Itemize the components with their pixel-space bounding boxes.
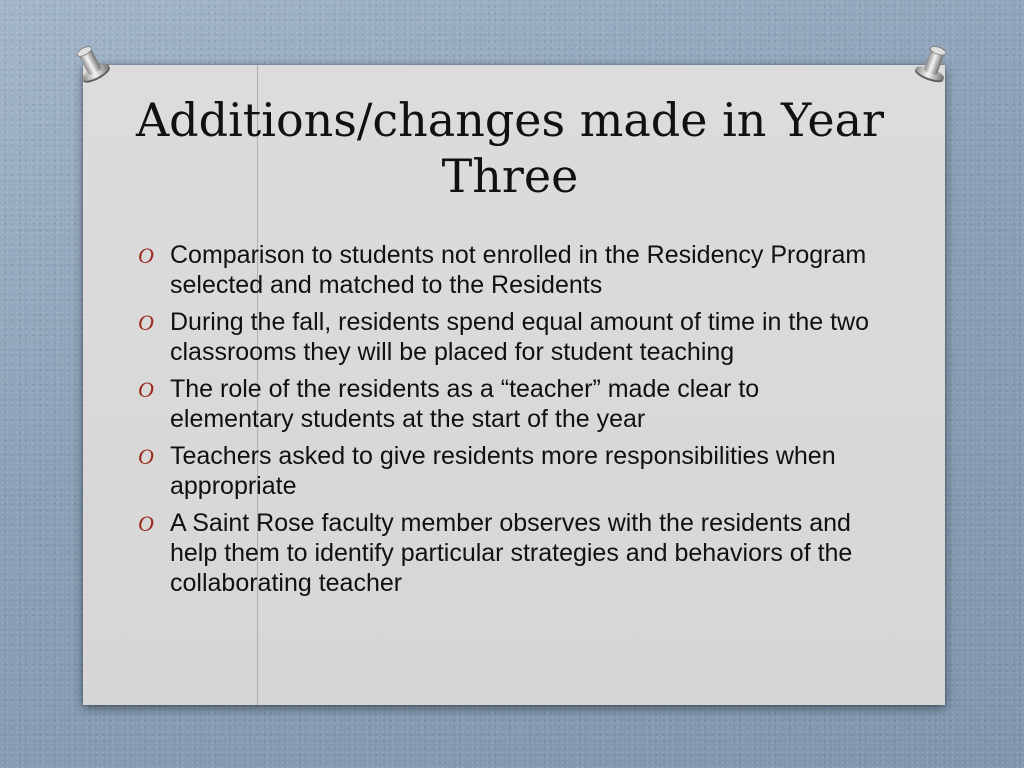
bullet-text-emphasis: observes with the residents xyxy=(499,509,803,537)
bullet-marker-icon: O xyxy=(138,511,154,536)
bullet-item xyxy=(138,441,878,501)
bullet-item xyxy=(138,240,878,300)
bullet-item xyxy=(138,307,878,367)
bullet-text-after: and help them to identify particular strategies and behaviors of the collaborating teacher xyxy=(170,509,853,597)
bullet-list xyxy=(138,240,878,605)
bullet-marker-icon: O xyxy=(138,444,154,469)
thumbtack-icon xyxy=(70,40,110,84)
bullet-text xyxy=(170,509,852,597)
bullet-item xyxy=(138,374,878,434)
bullet-marker-icon: O xyxy=(138,377,154,402)
slide-title: Additions/changes made in Year Three xyxy=(135,93,885,203)
bullet-marker-icon: O xyxy=(138,310,154,335)
bullet-text: The role of the residents as a “teacher” made clear to elementary students at the start of the year xyxy=(170,375,760,433)
bullet-marker-icon: O xyxy=(138,243,154,268)
bullet-text: Comparison to students not enrolled in the Residency Program selected and matched to the Residents xyxy=(170,241,867,299)
bullet-text: Teachers asked to give residents more responsibilities when appropriate xyxy=(170,442,836,500)
thumbtack-icon xyxy=(914,40,954,84)
bullet-text: During the fall, residents spend equal amount of time in the two classrooms they will be placed for student teaching xyxy=(170,308,870,366)
bullet-text-before: A Saint Rose faculty member xyxy=(170,509,500,537)
bullet-item xyxy=(138,508,878,598)
